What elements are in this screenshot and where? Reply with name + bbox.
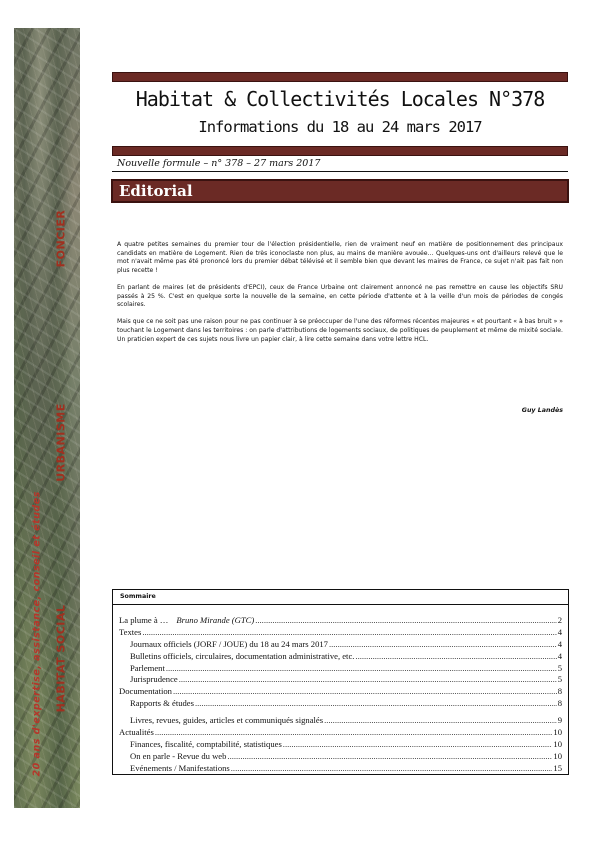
sidebar-tagline: 20 ans d'expertise, assistance, conseil et études — [31, 491, 43, 777]
editorial-paragraph-1: A quatre petites semaines du premier tour de l'élection présidentielle, rien de vraiment neuf en matière de positionnement des principaux candidats en matière de Logement. Rien de très iconoclaste non plus, au mains de manière avouée… Quelques-uns ont d'ailleurs relevé que le mot n'avait même pas été prononcé lors du premier débat télévisé et il semble bien que devant les maires de France, ce sujet n'ait pas fait non plus recette ! — [117, 241, 563, 274]
toc-label: Finances, fiscalité, comptabilité, statistiques — [130, 738, 282, 749]
toc-label: Journaux officiels (JORF / JOUE) du 18 au 24 mars 2017 — [130, 638, 328, 649]
toc-leader — [283, 739, 553, 751]
toc-row[interactable] — [119, 663, 562, 675]
toc-label: Actualités — [119, 727, 154, 738]
header-top-bar — [112, 72, 568, 82]
toc-row[interactable] — [119, 627, 562, 639]
editorial-signature: Guy Landès — [521, 407, 563, 414]
toc-row[interactable] — [119, 751, 562, 763]
toc-label: Jurisprudence — [130, 674, 178, 685]
toc-page: 2 — [557, 615, 562, 625]
aerial-photo-sidebar — [14, 28, 80, 808]
toc-page: 10 — [553, 738, 562, 749]
toc-page: 8 — [557, 698, 562, 709]
toc-label: Parlement — [130, 662, 165, 673]
editorial-paragraph-3: Mais que ce ne soit pas une raison pour ne pas continuer à se préoccuper de l'une des réformes récentes majeures « et pourtant « à bas bruit » » touchant le Logement dans les territoires : on parle d'attributions de logements sociaux, de politiques de peuplement et même de mixité sociale. Un praticien expert de ces sujets nous livre un papier clair, à lire cette semaine dans votre lettre HCL. — [117, 318, 563, 343]
toc-page: 10 — [553, 727, 562, 738]
toc-heading: Sommaire — [113, 590, 568, 605]
toc-label: Evénements / Manifestations — [130, 762, 230, 773]
toc-leader — [255, 615, 556, 627]
toc-row[interactable] — [119, 739, 562, 751]
toc-row[interactable] — [119, 639, 562, 651]
toc-row[interactable] — [119, 686, 562, 698]
toc-leader — [173, 686, 557, 698]
toc-leader — [155, 727, 553, 739]
toc-row[interactable] — [119, 715, 562, 727]
toc-page: 4 — [557, 638, 562, 649]
toc-leader — [324, 715, 557, 727]
toc-leader — [231, 763, 553, 775]
toc-page: 8 — [557, 686, 562, 697]
sidebar-label-foncier: FONCIER — [54, 209, 68, 268]
toc-label: La plume à … — [119, 615, 169, 625]
toc-label: Textes — [119, 626, 142, 637]
toc-page: 4 — [557, 626, 562, 637]
toc-leader — [227, 751, 552, 763]
sidebar-label-habitat-social: HABITAT SOCIAL — [54, 604, 68, 713]
toc-page: 4 — [557, 650, 562, 661]
toc-leader — [195, 698, 557, 710]
toc-leader — [166, 663, 557, 675]
header-bottom-bar — [112, 146, 568, 156]
editorial-banner: Editorial — [111, 179, 569, 203]
toc-list — [113, 605, 568, 775]
sidebar-label-urbanisme: URBANISME — [54, 403, 68, 482]
editorial-body — [117, 241, 563, 353]
toc-page: 15 — [553, 762, 562, 773]
table-of-contents — [112, 589, 569, 775]
toc-row[interactable] — [119, 727, 562, 739]
toc-label: Rapports & études — [130, 698, 194, 709]
toc-row[interactable] — [119, 651, 562, 663]
toc-page: 5 — [557, 674, 562, 685]
toc-leader — [142, 627, 556, 639]
toc-label: Livres, revues, guides, articles et communiqués signalés — [130, 715, 324, 726]
toc-leader — [179, 674, 557, 686]
newsletter-subtitle: Informations du 18 au 24 mars 2017 — [198, 118, 482, 136]
newsletter-title: Habitat & Collectivités Locales N°378 — [135, 87, 545, 111]
toc-label: Documentation — [119, 686, 172, 697]
toc-leader — [355, 651, 556, 663]
toc-row[interactable] — [119, 674, 562, 686]
toc-row[interactable] — [119, 698, 562, 710]
toc-page: 5 — [557, 662, 562, 673]
issue-formula-line: Nouvelle formule – n° 378 – 27 mars 2017 — [117, 158, 321, 169]
toc-page: 9 — [557, 715, 562, 726]
toc-author: Bruno Mirande (GTC) — [176, 615, 255, 625]
toc-label: Bulletins officiels, circulaires, documentation administrative, etc. — [130, 650, 355, 661]
toc-label: On en parle - Revue du web — [130, 750, 227, 761]
toc-row[interactable] — [119, 615, 562, 627]
header-rule — [112, 171, 568, 172]
toc-page: 10 — [553, 750, 562, 761]
toc-row[interactable] — [119, 763, 562, 775]
editorial-paragraph-2: En parlant de maires (et de présidents d'EPCI), ceux de France Urbaine ont clairement annoncé ne pas remettre en cause les objectifs SRU passés à 25 %. C'est en quelque sorte la nouvelle de la semaine, en cette période d'attente et à la veille d'un mois de périodes de congés scolaires. — [117, 283, 563, 309]
toc-leader — [329, 639, 557, 651]
